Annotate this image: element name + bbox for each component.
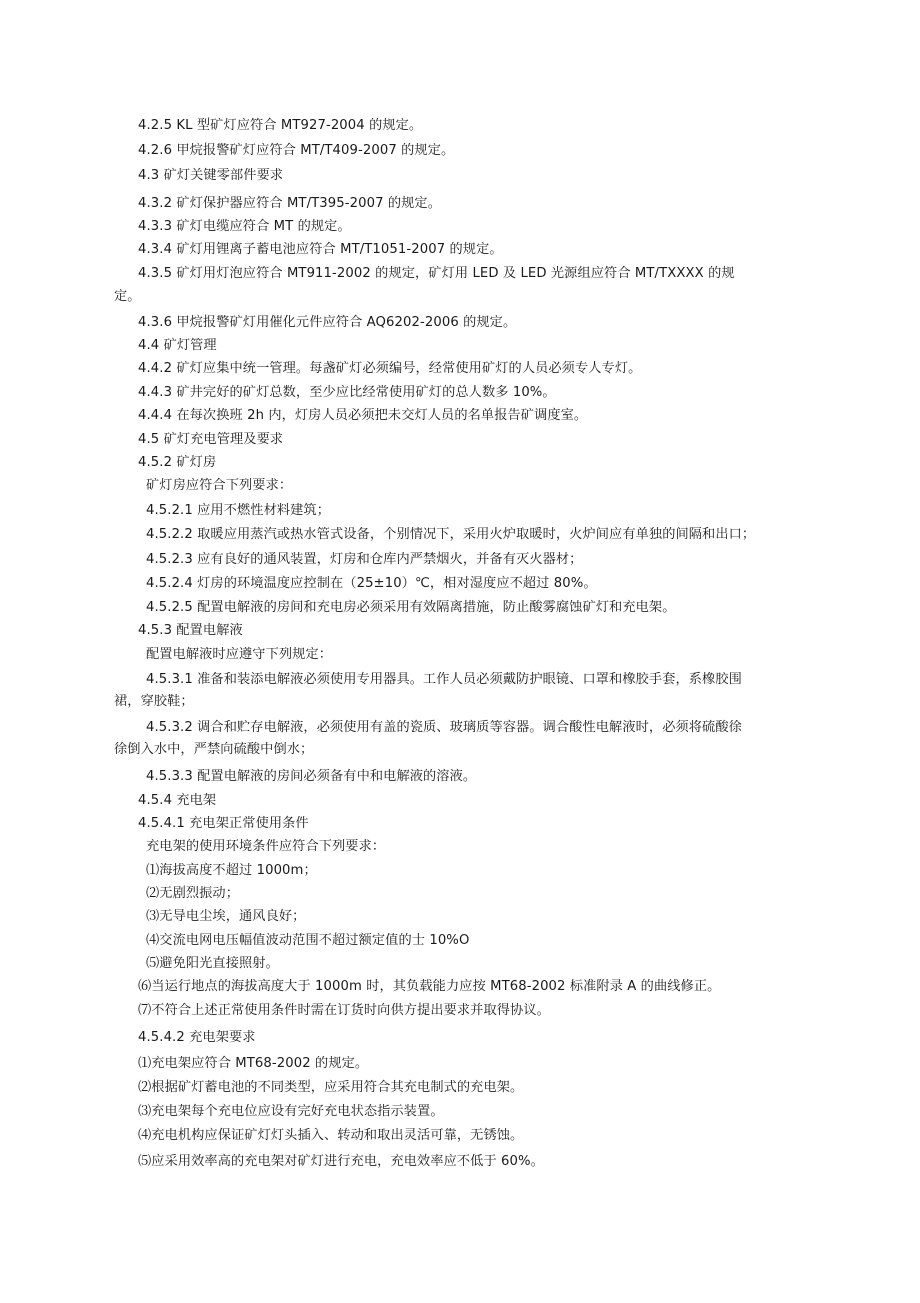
env-item-6: ⑹当运行地点的海拔高度大于 1000m 时，其负载能力应按 MT68-2002 标准附录 A 的曲线修正。 <box>138 979 721 994</box>
clause-4-5-3-2-continued: 徐倒入水中，严禁向硫酸中倒水； <box>114 742 314 757</box>
clause-4-3-4: 4.3.4 矿灯用锂离子蓄电池应符合 MT/T1051-2007 的规定。 <box>138 242 503 257</box>
req-item-1: ⑴充电架应符合 MT68-2002 的规定。 <box>138 1056 369 1071</box>
clause-4-5-3-2: 4.5.3.2 调合和贮存电解液，必须使用有盖的瓷质、玻璃质等容器。调合酸性电解液时，必须将硫酸徐 <box>146 720 742 735</box>
env-item-3: ⑶无导电尘埃，通风良好； <box>146 909 306 924</box>
req-item-5: ⑸应采用效率高的充电架对矿灯进行充电，充电效率应不低于 60%。 <box>138 1154 544 1169</box>
clause-4-5-3-3: 4.5.3.3 配置电解液的房间必须备有中和电解液的溶液。 <box>146 769 477 784</box>
section-4-3-heading: 4.3 矿灯关键零部件要求 <box>138 168 284 183</box>
clause-4-3-5: 4.3.5 矿灯用灯泡应符合 MT911-2002 的规定，矿灯用 LED 及 LED 光源组应符合 MT/TXXXX 的规 <box>138 266 735 281</box>
clause-4-3-6: 4.3.6 甲烷报警矿灯用催化元件应符合 AQ6202-2006 的规定。 <box>138 315 517 330</box>
clause-4-5-4-heading: 4.5.4 充电架 <box>138 793 217 808</box>
clause-4-5-3-1: 4.5.3.1 准备和装添电解液必须使用专用器具。工作人员必须戴防护眼镜、口罩和橡胶手套，系橡胶围 <box>146 672 742 687</box>
req-item-4: ⑷充电机构应保证矿灯灯头插入、转动和取出灵活可靠，无锈蚀。 <box>138 1128 524 1143</box>
env-item-5: ⑸避免阳光直接照射。 <box>146 956 279 971</box>
clause-4-2-6: 4.2.6 甲烷报警矿灯应符合 MT/T409-2007 的规定。 <box>138 143 455 158</box>
clause-4-5-2-2: 4.5.2.2 取暖应用蒸汽或热水管式设备，个别情况下，采用火炉取暖时，火炉间应有单独的间隔和出口； <box>146 527 756 542</box>
lamp-room-intro: 矿灯房应符合下列要求： <box>146 478 293 493</box>
electrolyte-intro: 配置电解液时应遵守下列规定： <box>146 647 333 662</box>
env-item-1: ⑴海拔高度不超过 1000m； <box>146 863 317 878</box>
clause-4-5-3-1-continued: 裙，穿胶鞋； <box>114 694 194 709</box>
env-item-4: ⑷交流电网电压幅值波动范围不超过额定值的士 10%O <box>146 933 470 948</box>
clause-4-5-2-5: 4.5.2.5 配置电解液的房间和充电房必须采用有效隔离措施，防止酸雾腐蚀矿灯和充电架。 <box>146 600 676 615</box>
clause-4-5-2-4: 4.5.2.4 灯房的环境温度应控制在（25±10）℃，相对湿度应不超过 80%。 <box>146 576 597 591</box>
clause-4-3-5-continued: 定。 <box>114 289 141 304</box>
env-item-7: ⑺不符合上述正常使用条件时需在订货时向供方提出要求并取得协议。 <box>138 1003 550 1018</box>
charger-env-intro: 充电架的使用环境条件应符合下列要求： <box>146 839 386 854</box>
clause-4-3-3: 4.3.3 矿灯电缆应符合 MT 的规定。 <box>138 219 351 234</box>
clause-4-5-2-heading: 4.5.2 矿灯房 <box>138 455 217 470</box>
section-4-4-heading: 4.4 矿灯管理 <box>138 338 217 353</box>
section-4-5-heading: 4.5 矿灯充电管理及要求 <box>138 432 284 447</box>
clause-4-4-3: 4.4.3 矿井完好的矿灯总数，至少应比经常使用矿灯的总人数多 10%。 <box>138 385 556 400</box>
clause-4-4-2: 4.4.2 矿灯应集中统一管理。每盏矿灯必须编号，经常使用矿灯的人员必须专人专灯。 <box>138 361 642 376</box>
clause-4-5-3-heading: 4.5.3 配置电解液 <box>138 623 243 638</box>
clause-4-2-5: 4.2.5 KL 型矿灯应符合 MT927-2004 的规定。 <box>138 118 423 133</box>
clause-4-4-4: 4.4.4 在每次换班 2h 内，灯房人员必须把未交灯人员的名单报告矿调度室。 <box>138 408 588 423</box>
req-item-3: ⑶充电架每个充电位应设有完好充电状态指示装置。 <box>138 1104 444 1119</box>
env-item-2: ⑵无剧烈振动； <box>146 886 240 901</box>
clause-4-5-2-3: 4.5.2.3 应有良好的通风装置，灯房和仓库内严禁烟火，并备有灭火器材； <box>146 552 583 567</box>
clause-4-5-4-2-heading: 4.5.4.2 充电架要求 <box>138 1030 256 1045</box>
req-item-2: ⑵根据矿灯蓄电池的不同类型，应采用符合其充电制式的充电架。 <box>138 1080 524 1095</box>
clause-4-3-2: 4.3.2 矿灯保护器应符合 MT/T395-2007 的规定。 <box>138 196 442 211</box>
clause-4-5-4-1-heading: 4.5.4.1 充电架正常使用条件 <box>138 816 309 831</box>
clause-4-5-2-1: 4.5.2.1 应用不燃性材料建筑； <box>146 503 331 518</box>
